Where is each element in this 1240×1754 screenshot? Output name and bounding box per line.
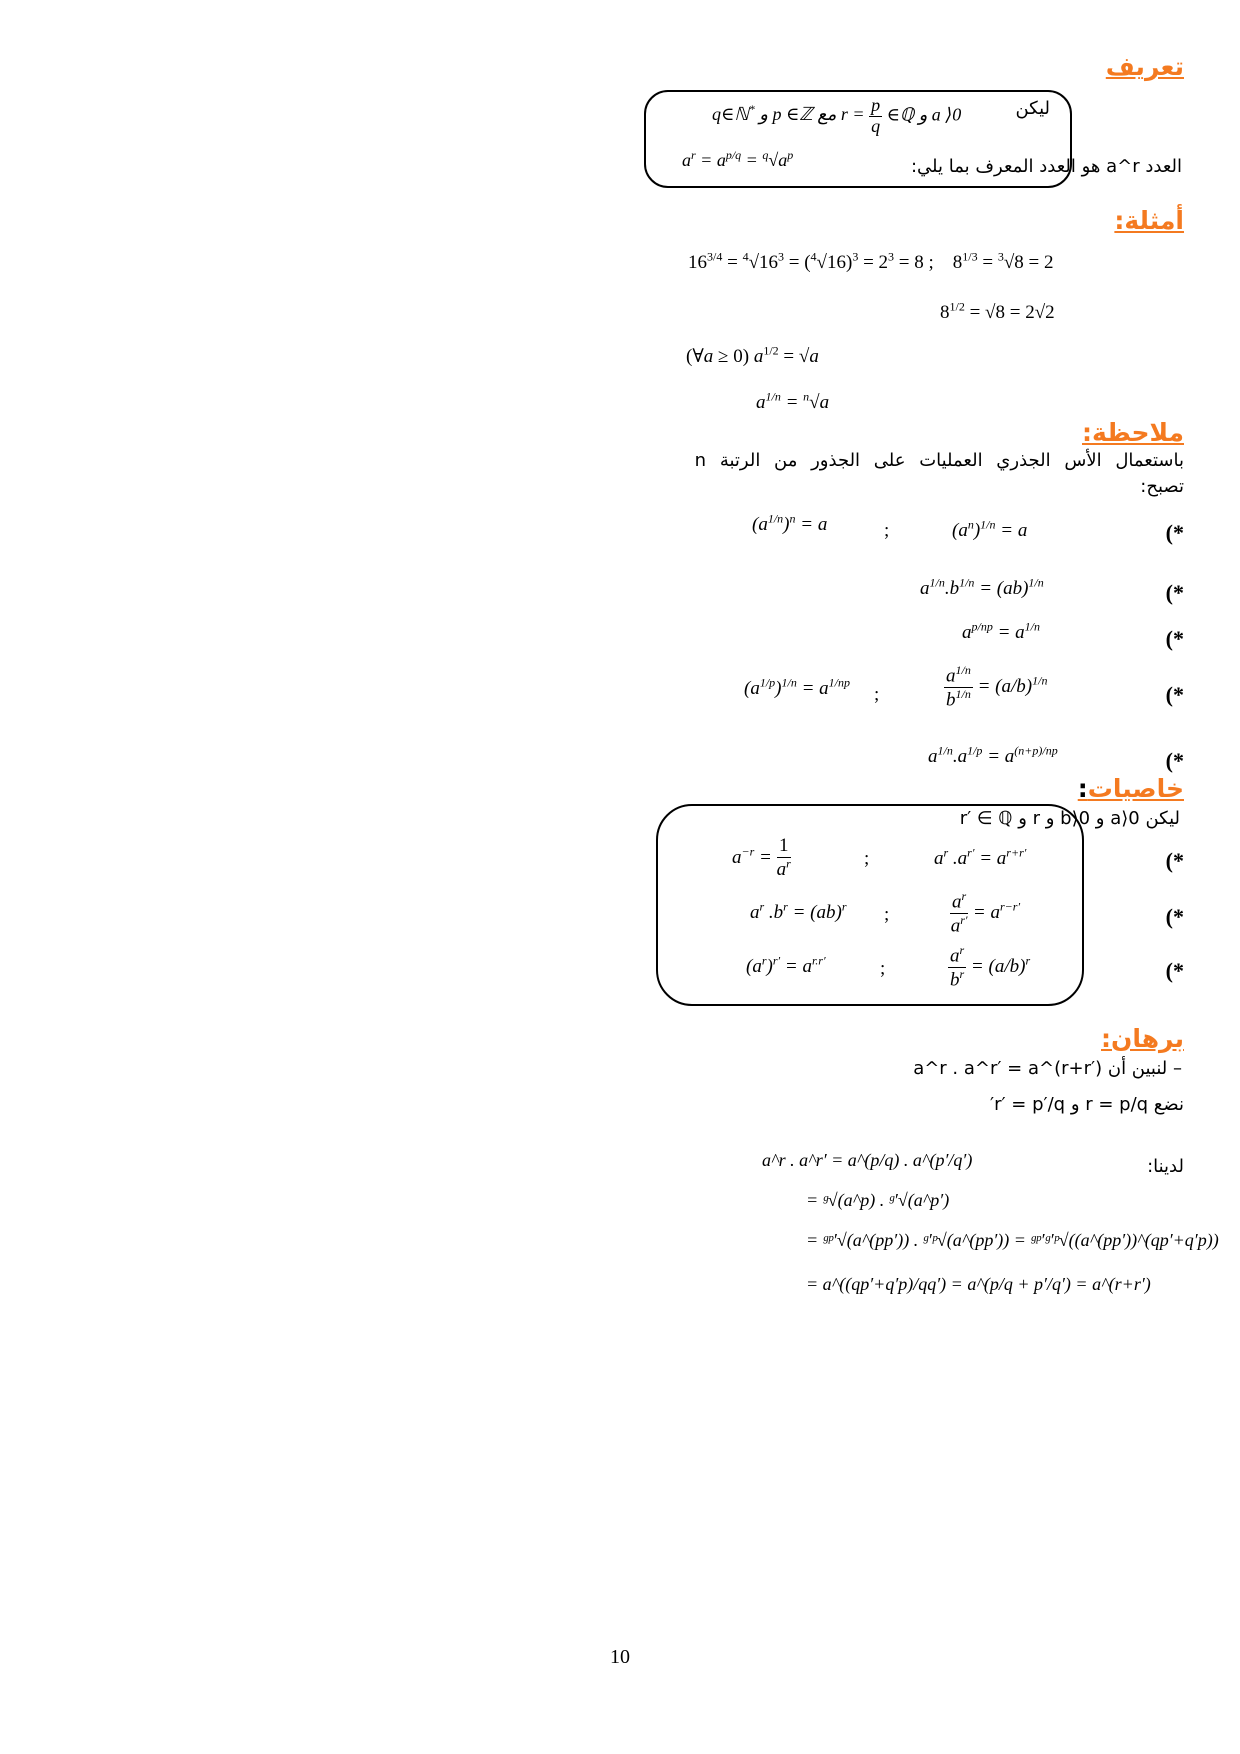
definition-line1: ليكن [1015, 98, 1050, 119]
definition-line2: العدد a^r هو العدد المعرف بما يلي: [910, 156, 1182, 177]
properties-heading: خاصيات: [1077, 774, 1184, 803]
definition-line1-math: q∈ℕ* و p ∈ℤ مع r = $\frac{p}{q}$ ∈ℚ و a ⟩0 [712, 95, 962, 136]
page-number: 10 [610, 1646, 630, 1668]
properties-star-2: (* [1165, 904, 1184, 929]
remark-line1: باستعمال الأس الجذري العمليات على الجذور من الرتبة n [694, 450, 1184, 471]
remark-star-4: (* [1165, 682, 1184, 707]
proof-step-4: = a^((qp′+q′p)/qq′) = a^(p/q + p′/q′) = a^(r+r′) [806, 1274, 1151, 1294]
property-2a: $\frac{a^r}{a^{r'}}$ = $a^{r-r'}$ [950, 889, 1021, 937]
remark-formula-1b: $(a^{1/n})^n = a$ [752, 512, 828, 536]
proof-line1: – لنبين أن a^r . a^r′ = a^(r+r′) [913, 1058, 1182, 1079]
example-2: $8^{1/2} = √8 = 2√2$ [940, 300, 1055, 324]
example-4: $a^{1/n} = ^n√a$ [756, 390, 830, 414]
examples-heading: أمثلة: [1114, 206, 1184, 235]
property-2b: $a^r$ $.b^r = (ab)^r$ [750, 900, 847, 924]
proof-step-1: a^r . a^r′ = a^(p/q) . a^(p′/q′) [762, 1150, 973, 1170]
remark-formula-2: $a^{1/n}.b^{1/n} = (ab)^{1/n}$ [920, 576, 1044, 600]
properties-sep-1: ; [864, 848, 870, 869]
property-3a: $\frac{a^r}{b^r}$ = $(a/b)^r$ [950, 943, 1031, 991]
definition-heading: تعريف [1105, 52, 1184, 81]
remark-formula-4a: $\frac{a^{1/n}}{b^{1/n}}$ = $(a/b)^{1/n}$ [946, 663, 1048, 711]
example-3: (∀a ≥ 0) $a^{1/2} = √a$ [686, 344, 819, 368]
proof-line2: نضع r = p/q و r′ = p′/q′ [989, 1094, 1184, 1115]
properties-intro: ليكن a⟩0 و b⟩0 و r و r′ ∈ ℚ [959, 808, 1180, 829]
proof-label: لدينا: [1147, 1156, 1184, 1177]
remark-star-2: (* [1165, 580, 1184, 605]
properties-star-1: (* [1165, 848, 1184, 873]
remark-star-3: (* [1165, 626, 1184, 651]
remark-star-1: (* [1165, 520, 1184, 545]
property-3b: $(a^r)^{r'} = a^{r.r'}$ [746, 954, 826, 978]
remark-formula-5: $a^{1/n}.a^{1/p} = a^{(n+p)/np}$ [928, 744, 1058, 768]
properties-sep-2: ; [884, 904, 890, 925]
remark-formula-1a: $(a^n)^{1/n} = a$ [952, 518, 1028, 542]
proof-step-3: = ᵍᵖ′√(a^(pp′)) . ᵍ′ᵖ√(a^(pp′)) = ᵍᵖ′ᵍ′ᵖ√((a^(pp′))^(qp′+q′p)) [806, 1230, 1219, 1250]
proof-heading: برهان: [1101, 1024, 1184, 1053]
remark-sep-4: ; [874, 684, 880, 705]
property-1b: $a^{-r}$ = $\frac{1}{a^r}$ [732, 835, 791, 881]
remark-sep-1: ; [884, 520, 890, 541]
remark-formula-3: $a^{p/np} = a^{1/n}$ [962, 620, 1041, 644]
remark-heading: ملاحظة: [1082, 418, 1184, 447]
remark-star-5: (* [1165, 748, 1184, 773]
definition-formula: $a^r = a^{p/q} = ^q√a^p$ [682, 148, 794, 170]
properties-sep-3: ; [880, 958, 886, 979]
property-1a: $a^r$ $.a^{r'} = a^{r+r'}$ [934, 846, 1027, 870]
proof-step-2: = ᵍ√(a^p) . ᵍ′√(a^p′) [806, 1190, 950, 1210]
remark-line2: تصبح: [1140, 476, 1184, 497]
example-1: $16^{3/4} = ^4√16^3 = (^4√16)^3 = 2^3 = 8$ ; $8^{1/3} = ^3√8 = 2$ [688, 250, 1054, 274]
remark-formula-4b: $(a^{1/p})^{1/n} = a^{1/np}$ [744, 676, 851, 700]
properties-star-3: (* [1165, 958, 1184, 983]
